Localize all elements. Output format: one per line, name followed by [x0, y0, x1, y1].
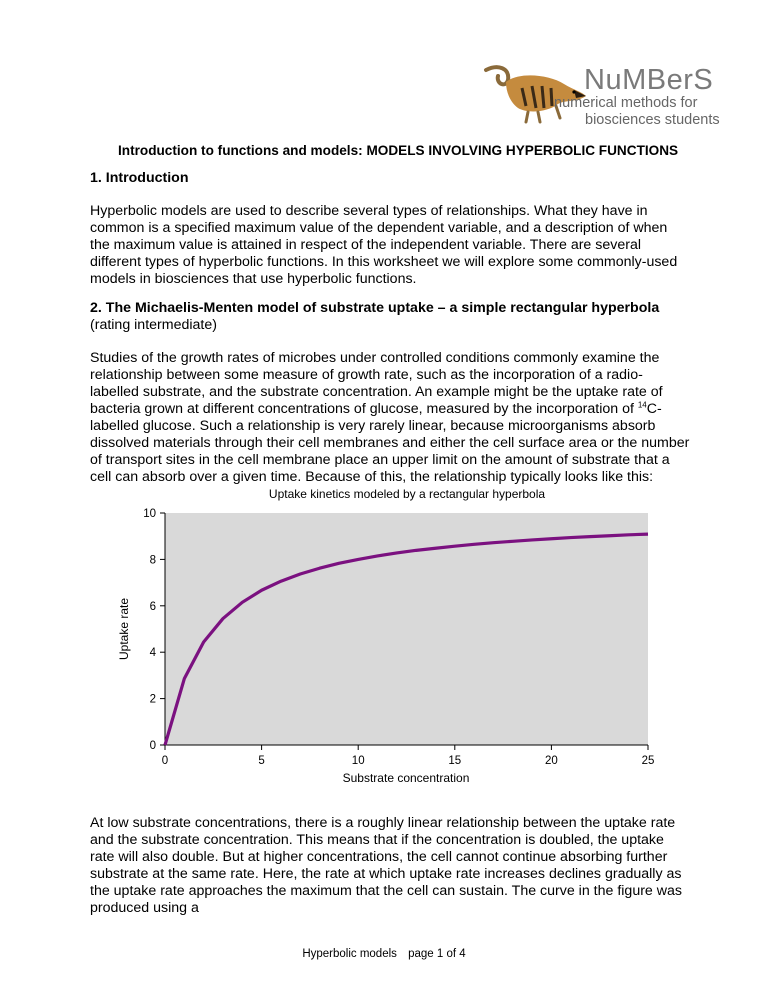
- x-tick-label: 10: [351, 755, 365, 767]
- section-1-paragraph: Hyperbolic models are used to describe several types of relationships. What they have in common is a specified maximum value of the dependent variable, and a description of when the maximum value is attained in respect of the independent variable. There are several different types of hyperbolic functions. In this worksheet we will explore some commonly-used models in biosciences that use hyperbolic functions.: [90, 203, 678, 287]
- plot-area: [165, 513, 648, 745]
- uptake-kinetics-chart: [100, 482, 670, 792]
- footer-doc-name: Hyperbolic models: [302, 948, 397, 960]
- y-axis-label: Uptake rate: [117, 597, 131, 661]
- logo-wordmark: NuMBerS: [584, 64, 714, 96]
- logo-tagline-1: numerical methods for: [554, 95, 698, 111]
- isotope-superscript: 14: [637, 400, 647, 410]
- x-tick-label: 5: [258, 755, 265, 767]
- section-2-paragraph: [90, 350, 690, 486]
- section-2-heading: [90, 300, 690, 334]
- x-axis-label: Substrate concentration: [342, 771, 470, 785]
- logo-tagline-2: biosciences students: [585, 112, 720, 128]
- y-tick-label: 6: [149, 600, 156, 613]
- y-tick-label: 8: [149, 554, 156, 567]
- x-tick-label: 20: [545, 755, 558, 767]
- section-2-paragraph-part-a: Studies of the growth rates of microbes under controlled conditions commonly examine the relationship between some measure of growth rate, such as the incorporation of a radio-labelled substrate, and the substrate concentration. An example might be the uptake rate of bacteria grown at different concentrations of glucose, measured by the incorporation of: [90, 350, 663, 417]
- y-tick-label: 4: [149, 647, 156, 660]
- section-1-heading: 1. Introduction: [90, 170, 189, 186]
- page-title: Introduction to functions and models: MODELS INVOLVING HYPERBOLIC FUNCTIONS: [118, 143, 679, 158]
- page-footer: [0, 948, 768, 960]
- x-tick-label: 15: [448, 755, 462, 767]
- footer-page-number: page 1 of 4: [408, 948, 466, 960]
- x-tick-label: 0: [161, 755, 169, 767]
- y-tick-label: 2: [149, 693, 156, 706]
- y-tick-label: 0: [149, 740, 156, 752]
- section-2-paragraph-continued: At low substrate concentrations, there is a roughly linear relationship between the uptake rate and the substrate concentration. This means that if the concentration is doubled, the uptake rate will also double. But at higher concentrations, the cell cannot continue absorbing further substrate at the same rate. Here, the rate at which uptake rate increases declines gradually as the uptake rate approaches the maximum that the cell can sustain. The curve in the figure was produced using a: [90, 815, 682, 916]
- chart-title: Uptake kinetics modeled by a rectangular hyperbola: [268, 487, 546, 501]
- x-tick-label: 25: [641, 755, 655, 767]
- section-2-heading-rating: (rating intermediate): [90, 317, 217, 333]
- section-2-paragraph-part-b: C-labelled glucose. Such a relationship is very rarely linear, because microorganisms absorb dissolved materials through their cell membranes and either the cell surface area or the number of transport sites in the cell membrane place an upper limit on the amount of substrate that a cell can absorb over a given time. Because of this, the relationship typically looks like this:: [90, 401, 690, 485]
- y-tick-label: 10: [143, 508, 156, 520]
- section-2-heading-bold: 2. The Michaelis-Menten model of substrate uptake – a simple rectangular hyperbola: [90, 300, 660, 316]
